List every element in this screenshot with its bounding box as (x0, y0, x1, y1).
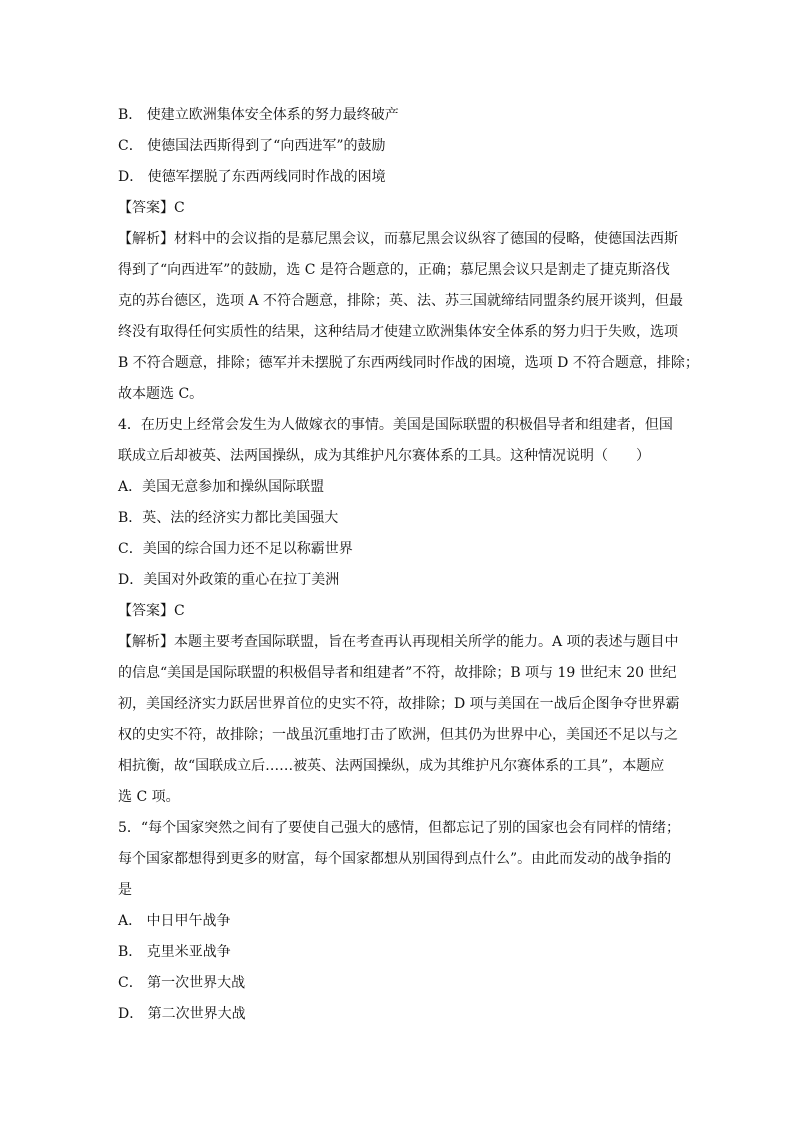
document-body (118, 100, 699, 1030)
q3-analysis-line: 终没有取得任何实质性的结果，这种结局才使建立欧洲集体安全体系的努力归于失败，选项 (118, 324, 678, 340)
q3-option-c: C． 使德国法西斯得到了“向西进军”的鼓励 (118, 138, 386, 154)
q4-answer: 【答案】C (118, 603, 185, 619)
q4-option-a: A．美国无意参加和操纵国际联盟 (118, 479, 325, 495)
q5-option-a: A． 中日甲午战争 (118, 913, 231, 929)
q5-option-c: C． 第一次世界大战 (118, 975, 246, 991)
q5-option-d: D． 第二次世界大战 (118, 1006, 246, 1022)
q5-stem-line: 是 (118, 882, 132, 898)
q4-option-b: B．英、法的经济实力都比美国强大 (118, 510, 339, 526)
q3-option-d: D． 使德军摆脱了东西两线同时作战的困境 (118, 169, 386, 185)
q5-option-b: B． 克里米亚战争 (118, 944, 231, 960)
q5-stem-line: 5．“每个国家突然之间有了要使自己强大的感情，但都忘记了别的国家也会有同样的情绪； (118, 820, 681, 836)
q4-analysis-line: 的信息“美国是国际联盟的积极倡导者和组建者”不符，故排除；B 项与 19 世纪末 20 世纪 (118, 665, 677, 681)
q4-analysis-line: 权的史实不符，故排除；一战虽沉重地打击了欧洲，但其仍为世界中心，美国还不足以与之 (118, 727, 678, 743)
q3-analysis-line: 得到了“向西进军”的鼓励，选 C 是符合题意的，正确；慕尼黑会议只是割走了捷克斯洛伐 (118, 262, 670, 278)
q3-analysis-line: 【解析】材料中的会议指的是慕尼黑会议，而慕尼黑会议纵容了德国的侵略，使德国法西斯 (118, 231, 678, 247)
q3-analysis-line: B 不符合题意，排除；德军并未摆脱了东西两线同时作战的困境，选项 D 不符合题意，排除； (118, 355, 699, 371)
q3-analysis-line: 故本题选 C。 (118, 386, 204, 402)
q5-stem-line: 每个国家都想得到更多的财富，每个国家都想从别国得到点什么”。由此而发动的战争指的 (118, 851, 672, 867)
q3-answer: 【答案】C (118, 200, 185, 216)
q4-analysis-line: 【解析】本题主要考查国际联盟，旨在考查再认再现相关所学的能力。A 项的表述与题目中 (118, 634, 679, 650)
q4-stem-line: 联成立后却被英、法两国操纵，成为其维护凡尔赛体系的工具。这种情况说明（ ） (118, 448, 650, 464)
q4-analysis-line: 相抗衡，故“国联成立后……被英、法两国操纵，成为其维护凡尔赛体系的工具”，本题应 (118, 758, 665, 774)
q4-stem-line: 4．在历史上经常会发生为人做嫁衣的事情。美国是国际联盟的积极倡导者和组建者，但国 (118, 417, 673, 433)
q4-analysis-line: 选 C 项。 (118, 789, 180, 805)
q4-option-d: D．美国对外政策的重心在拉丁美洲 (118, 572, 340, 588)
q4-analysis-line: 初，美国经济实力跃居世界首位的史实不符，故排除；D 项与美国在一战后企图争夺世界霸 (118, 696, 680, 712)
q3-option-b: B． 使建立欧洲集体安全体系的努力最终破产 (118, 107, 399, 123)
q4-option-c: C．美国的综合国力还不足以称霸世界 (118, 541, 353, 557)
q3-analysis-line: 克的苏台德区，选项 A 不符合题意，排除；英、法、苏三国就缔结同盟条约展开谈判，但最 (118, 293, 684, 309)
